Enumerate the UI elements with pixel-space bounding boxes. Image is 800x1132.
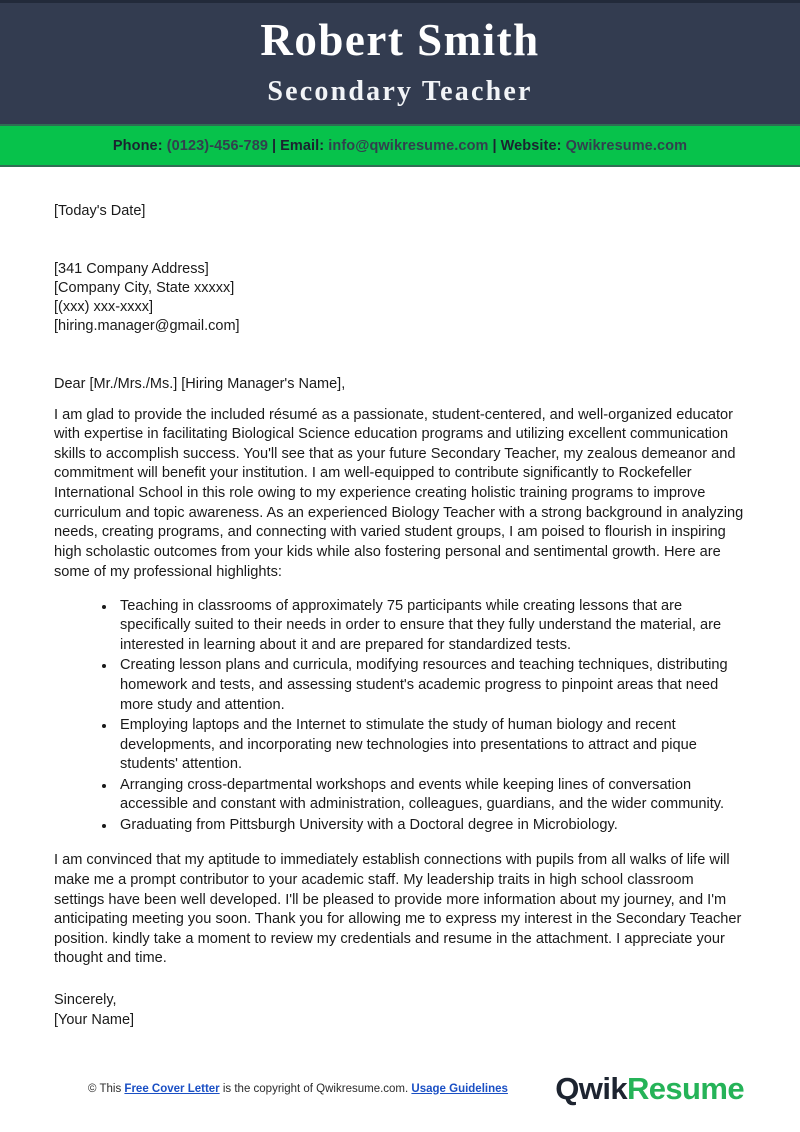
recipient-address-block xyxy=(54,260,744,337)
list-item: Teaching in classrooms of approximately 75 participants while creating lessons that are specifically suited to their needs in order to ensure that they fully understand the material, are interested in learning about it and are prepared for standardized tests. xyxy=(102,597,744,656)
letter-body xyxy=(0,203,800,1030)
footer-note-prefix: This xyxy=(99,1082,122,1095)
footer-note-middle: is the copyright of Qwikresume.com. xyxy=(222,1082,409,1095)
address-line: [341 Company Address] xyxy=(54,261,209,278)
phone-value: (0123)-456-789 xyxy=(166,137,269,154)
free-cover-letter-link[interactable]: Free Cover Letter xyxy=(124,1082,220,1095)
professional-highlights-list xyxy=(54,597,744,836)
email-label: Email: xyxy=(280,137,325,154)
address-line: [(xxx) xxx-xxxx] xyxy=(54,299,154,316)
applicant-name: Robert Smith xyxy=(260,15,540,65)
website-value[interactable]: Qwikresume.com xyxy=(565,137,688,154)
contact-separator-2: | xyxy=(492,137,497,154)
logo-text-qwik: Qwik xyxy=(555,1071,627,1106)
list-item: Arranging cross-departmental workshops and events while keeping lines of conversation accessible and constant with administration, colleagues, guardians, and the wider community. xyxy=(102,776,744,815)
page-footer xyxy=(0,1073,800,1104)
salutation: Dear [Mr./Mrs./Ms.] [Hiring Manager's Name], xyxy=(54,375,346,392)
usage-guidelines-link[interactable]: Usage Guidelines xyxy=(411,1082,508,1095)
email-value[interactable]: info@qwikresume.com xyxy=(328,137,489,154)
phone-label: Phone: xyxy=(112,137,163,154)
list-item: Employing laptops and the Internet to stimulate the study of human biology and recent developments, and incorporating new technologies into presentations to attract and pique students' attention. xyxy=(102,716,744,775)
opening-paragraph: I am glad to provide the included résumé as a passionate, student-centered, and well-organized educator with expertise in facilitating Biological Science education programs and utilizing excellent communication skills to accomplish success. You'll see that as your future Secondary Teacher, my zealous demeanor and commitment will benefit your institution. I am well-equipped to contribute significantly to Rockefeller International School in this role owing to my experience creating holistic training programs to improve curriculum and topic awareness. As an experienced Biology Teacher with a strong background in analyzing needs, creating programs, and connecting with varied student groups, I am poised to flourish in inspiring high scholastic outcomes from your kids while also fostering personal and sentimental growth. Here are some of my professional highlights: xyxy=(54,406,744,580)
list-item: Graduating from Pittsburgh University with a Doctoral degree in Microbiology. xyxy=(102,816,744,836)
signoff-block xyxy=(54,991,744,1030)
signoff-sincerely: Sincerely, xyxy=(54,992,117,1009)
address-line: [hiring.manager@gmail.com] xyxy=(54,318,240,335)
letter-date: [Today's Date] xyxy=(54,203,146,220)
logo-text-resume: Resume xyxy=(626,1071,744,1106)
applicant-job-title: Secondary Teacher xyxy=(267,76,533,108)
document-header xyxy=(0,0,800,124)
contact-separator-1: | xyxy=(272,137,277,154)
signoff-name: [Your Name] xyxy=(54,1011,135,1028)
qwikresume-logo[interactable] xyxy=(555,1073,744,1104)
website-label: Website: xyxy=(500,137,562,154)
list-item: Creating lesson plans and curricula, modifying resources and teaching techniques, distributing homework and tests, and assessing student's academic progress to pinpoint areas that need more study and attention. xyxy=(102,656,744,715)
contact-bar xyxy=(0,124,800,167)
closing-paragraph: I am convinced that my aptitude to immediately establish connections with pupils from all walks of life will make me a prompt contributor to your academic staff. My leadership traits in high school classroom settings have been well developed. I'll be pleased to provide more information about my journey, and I'm anticipating meeting you soon. Thank you for allowing me to express my interest in the Secondary Teacher position. kindly take a moment to review my credentials and resume in the attachment. I appreciate your thought and time. xyxy=(54,852,742,967)
footer-copyright-note xyxy=(88,1083,508,1095)
copyright-icon: © xyxy=(88,1082,97,1095)
address-line: [Company City, State xxxxx] xyxy=(54,280,235,297)
